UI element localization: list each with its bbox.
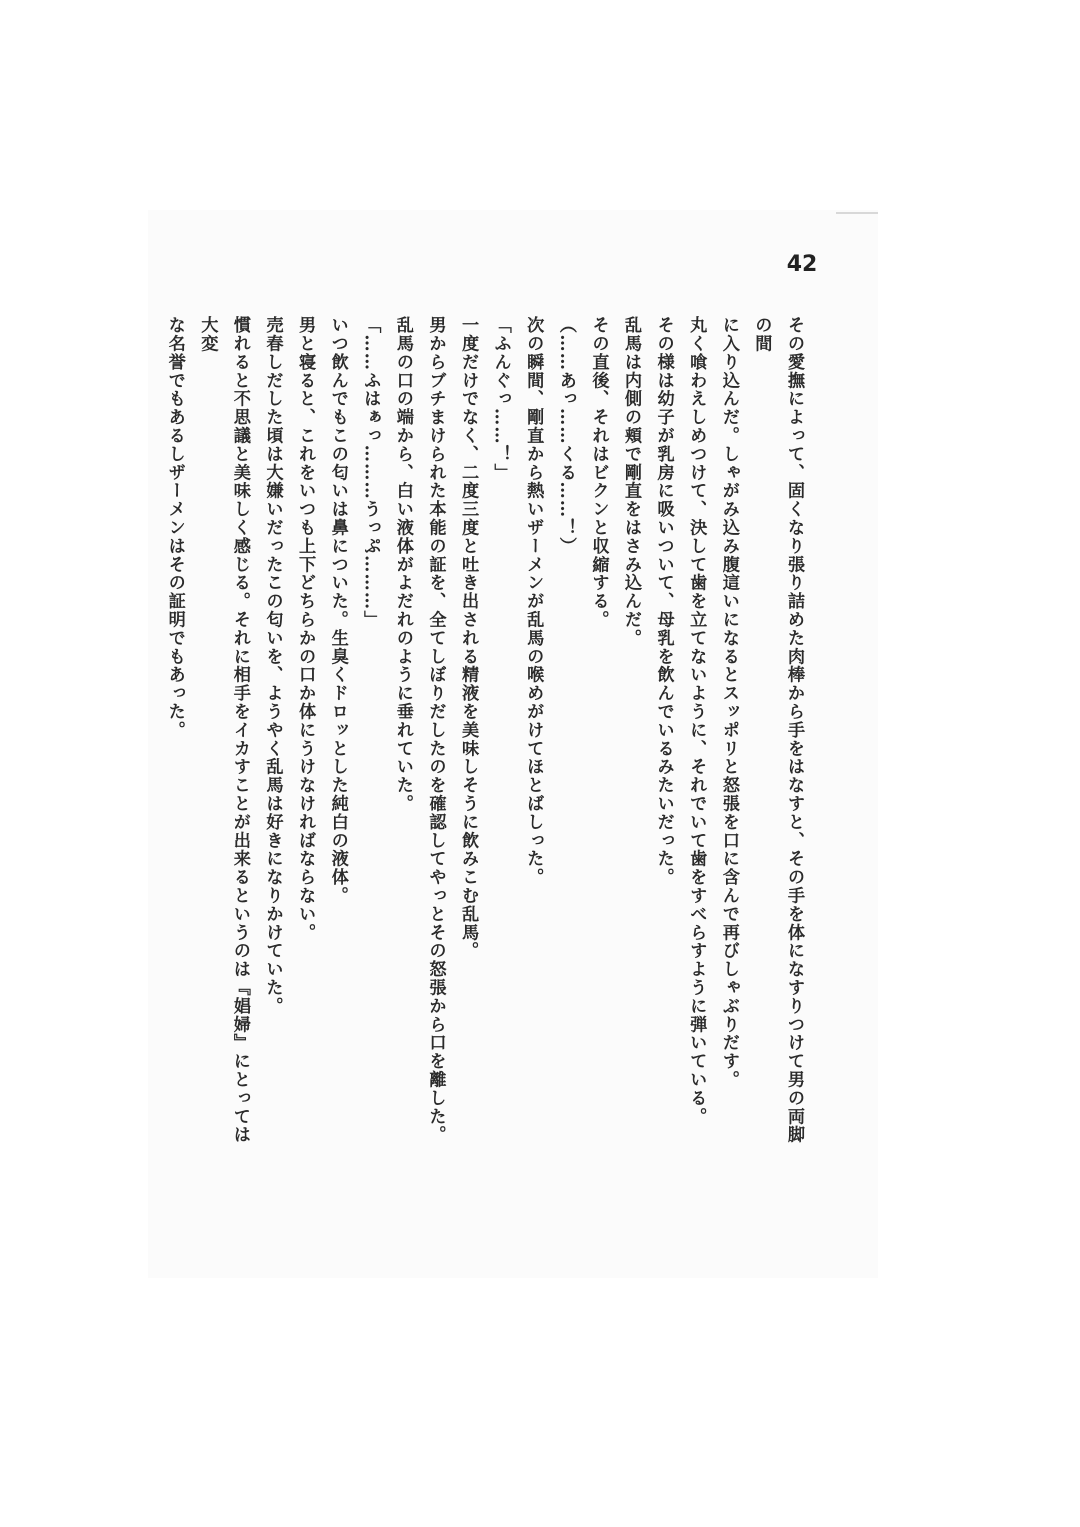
text-line: その愛撫によって、固くなり張り詰めた肉棒から手をはなすと、その手を体になすりつけて男の両脚の間 bbox=[751, 316, 804, 1144]
text-line: その直後、それはビクンと収縮する。 bbox=[588, 316, 609, 629]
text-line: 「ふんぐっ……！」 bbox=[490, 316, 511, 482]
text-line: 乱馬の口の端から、白い液体がよだれのように垂れていた。 bbox=[392, 316, 413, 813]
text-line: 男からブチまけられた本能の証を、全てしぼりだしたのを確認してやっとその怒張から口を離した。 bbox=[425, 316, 446, 1144]
text-line: 「……ふはぁっ………うっぷ………」 bbox=[360, 316, 381, 629]
text-line: 乱馬は内側の頬で剛直をはさみ込んだ。 bbox=[621, 316, 642, 648]
vertical-body-text bbox=[158, 316, 810, 1156]
text-line: 売春しだした頃は大嫌いだったこの匂いを、ようやく乱馬は好きになりかけていた。 bbox=[262, 316, 283, 1016]
text-line: 次の瞬間、剛直から熱いザーメンが乱馬の喉めがけてほとばしった。 bbox=[523, 316, 544, 887]
page-number: 42 bbox=[786, 252, 818, 277]
text-line: その様は幼子が乳房に吸いついて、母乳を飲んでいるみたいだった。 bbox=[653, 316, 674, 887]
text-line: に入り込んだ。しゃがみ込み腹這いになるとスッポリと怒張を口に含んで再びしゃぶりだす。 bbox=[718, 316, 739, 1089]
text-line: 一度だけでなく、二度三度と吐き出される精液を美味しそうに飲みこむ乱馬。 bbox=[458, 316, 479, 960]
text-line: いつ飲んでもこの匂いは鼻についた。生臭くドロッとした純白の液体。 bbox=[327, 316, 348, 905]
text-line: 男と寝ると、これをいつも上下どちらかの口か体にうけなければならない。 bbox=[295, 316, 316, 942]
text-line: （……あっ……くる……！） bbox=[555, 316, 576, 556]
text-line: 慣れると不思議と美味しく感じる。それに相手をイカすことが出来るというのは『娼婦』にとっては大変 bbox=[197, 316, 250, 1144]
text-line: な名誉でもあるしザーメンはその証明でもあった。 bbox=[164, 316, 185, 740]
text-line: 丸く喰わえしめつけて、決して歯を立てないように、それでいて歯をすべらすように弾いている。 bbox=[686, 316, 707, 1126]
paper-edge bbox=[836, 212, 878, 214]
